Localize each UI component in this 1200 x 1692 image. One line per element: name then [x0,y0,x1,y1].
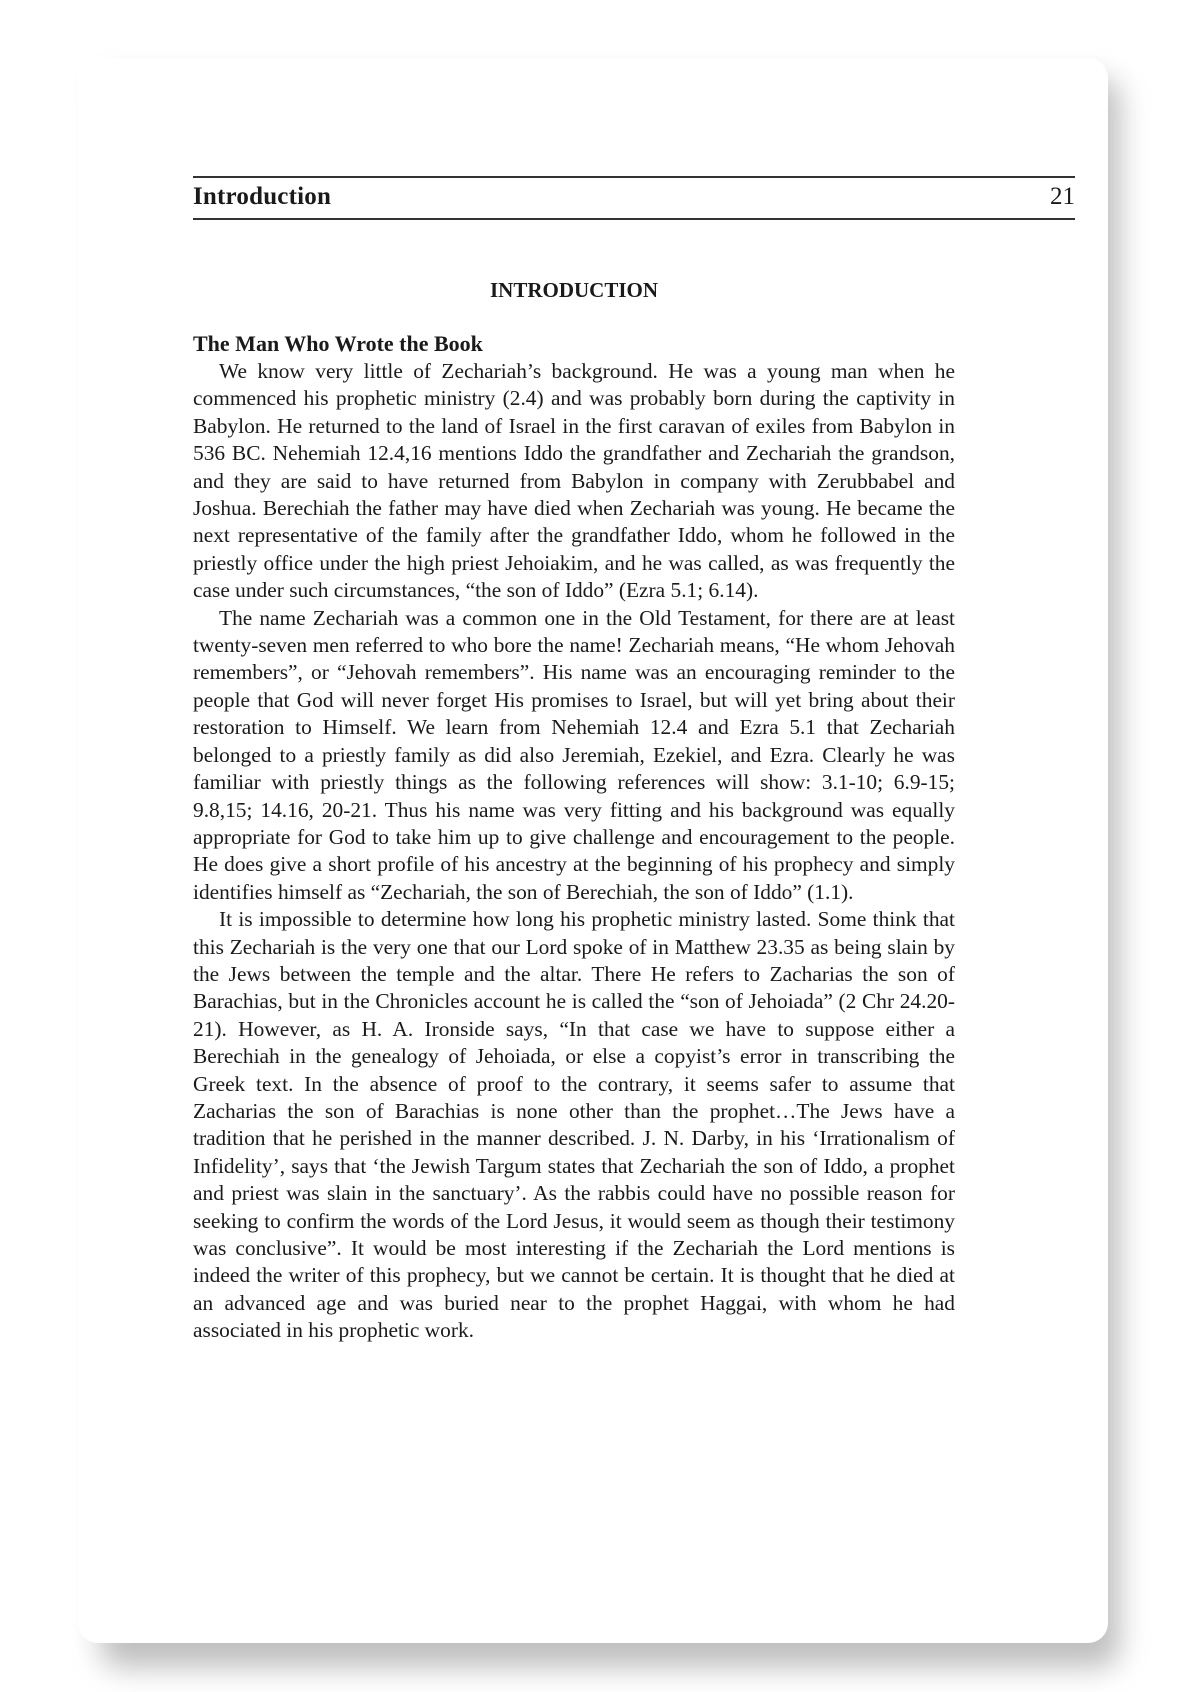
page-number: 21 [1050,183,1075,210]
book-page [78,58,1108,1643]
paragraph-3: It is impossible to determine how long his prophetic ministry lasted. Some think that this Zechariah is the very one that our Lord spoke of in Matthew 23.35 as being slain by the Jews between the temple and the altar. There He refers to Zacharias the son of Barachias, but in the Chronicles account he is called the “son of Jehoiada” (2 Chr 24.20-21). However, as H. A. Ironside says, “In that case we have to suppose either a Berechiah in the genealogy of Jehoiada, or else a copyist’s error in transcribing the Greek text. In the absence of proof to the contrary, it seems safer to assume that Zacharias the son of Barachias is none other than the prophet…The Jews have a tradition that he perished in the manner described. J. N. Darby, in his ‘Irrationalism of Infidelity’, says that ‘the Jewish Targum states that Zechariah the son of Iddo, a prophet and priest was slain in the sanctuary’. As the rabbis could have no possible reason for seeking to confirm the words of the Lord Jesus, it would seem as though their testimony was conclusive”. It would be most interesting if the Zechariah the Lord mentions is indeed the writer of this prophecy, but we cannot be certain. It is thought that he died at an advanced age and was buried near to the prophet Haggai, with whom he had associated in his prophetic work. [193,907,955,1343]
running-header-title: Introduction [193,183,332,210]
section-heading: The Man Who Wrote the Book [193,331,483,356]
paragraph-2: The name Zechariah was a common one in the Old Testament, for there are at least twenty-seven men referred to who bore the name! Zechariah means, “He whom Jehovah remembers”, or “Jehovah remembers”. His name was an encouraging reminder to the people that God will never forget His promises to Israel, but will yet bring about their restoration to Himself. We learn from Nehemiah 12.4 and Ezra 5.1 that Zechariah belonged to a priestly family as did also Jeremiah, Ezekiel, and Ezra. Clearly he was familiar with priestly things as the following references will show: 3.1-10; 6.9-15; 9.8,15; 14.16, 20-21. Thus his name was very fitting and his background was equally appropriate for God to take him up to give challenge and encouragement to the people. He does give a short profile of his ancestry at the beginning of his prophecy and simply identifies himself as “Zechariah, the son of Berechiah, the son of Iddo” (1.1). [193,605,955,904]
running-header [193,176,1075,220]
body-text [193,330,955,1345]
paragraph-1: We know very little of Zechariah’s background. He was a young man when he commenced his prophetic ministry (2.4) and was probably born during the captivity in Babylon. He returned to the land of Israel in the first caravan of exiles from Babylon in 536 BC. Nehemiah 12.4,16 mentions Iddo the grandfather and Zechariah the grandson, and they are said to have returned from Babylon in company with Zerubbabel and Joshua. Berechiah the father may have died when Zechariah was young. He became the next representative of the family after the grandfather Iddo, whom he followed in the priestly office under the high priest Jehoiakim, and he was called, as was frequently the case under such circumstances, “the son of Iddo” (Ezra 5.1; 6.14). [193,359,955,603]
chapter-title: INTRODUCTION [489,278,659,302]
